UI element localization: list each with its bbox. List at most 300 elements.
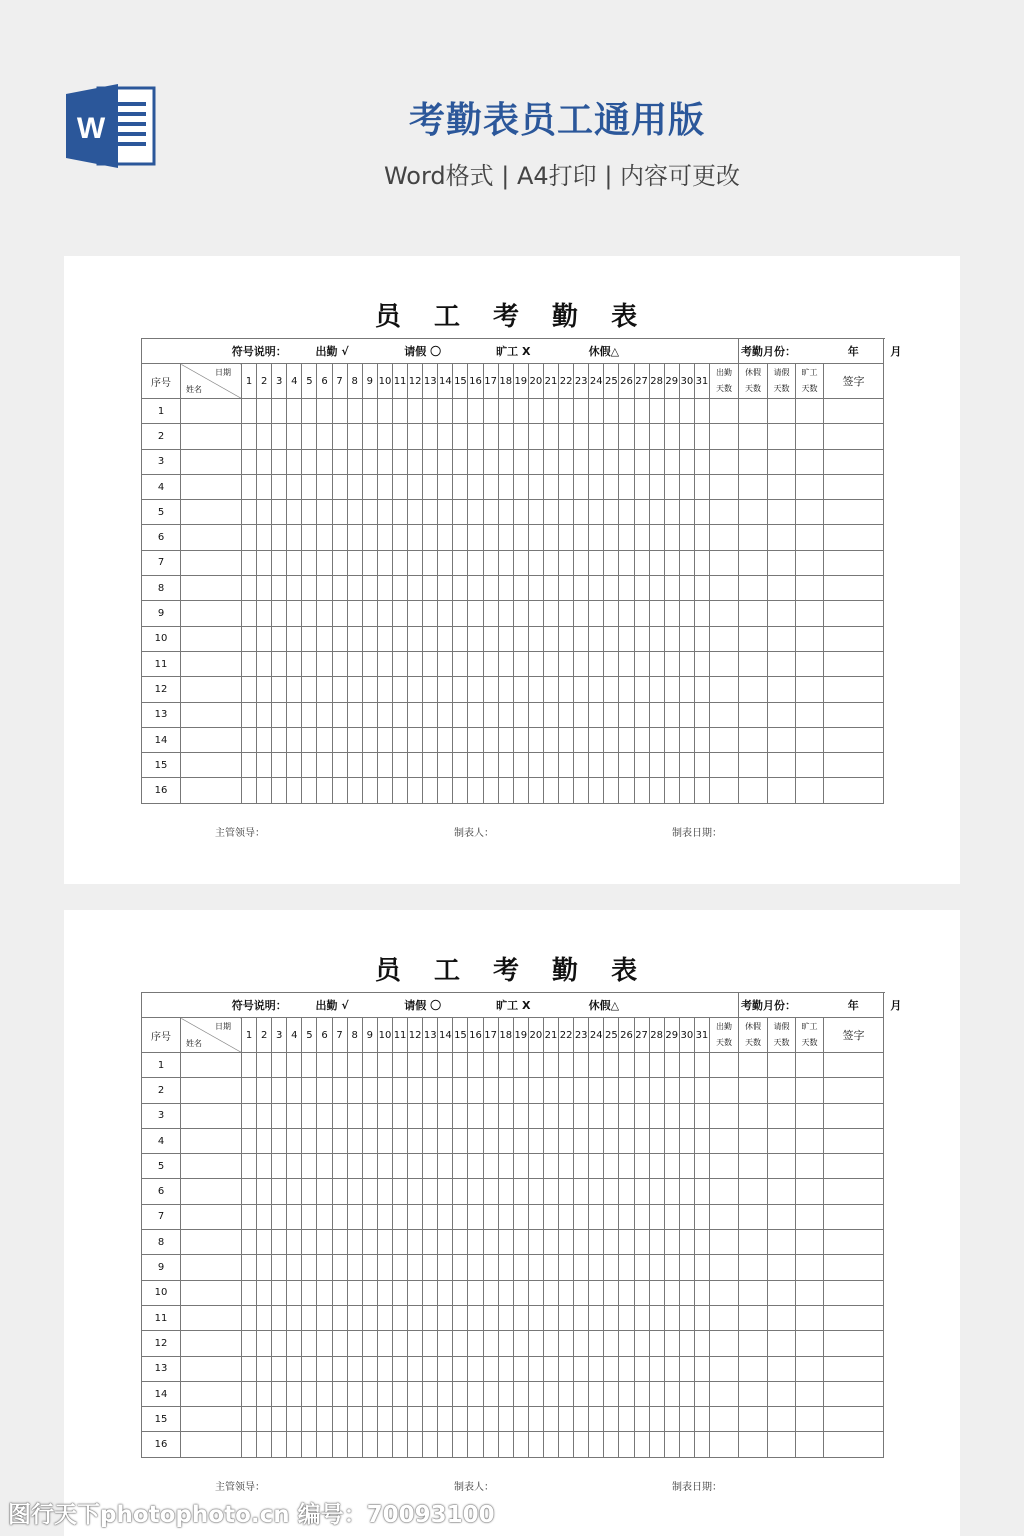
attendance-cell[interactable] xyxy=(589,778,604,803)
attendance-cell[interactable] xyxy=(181,1230,242,1255)
attendance-cell[interactable] xyxy=(242,424,257,449)
attendance-cell[interactable] xyxy=(242,1331,257,1356)
attendance-cell[interactable] xyxy=(739,1154,768,1179)
attendance-cell[interactable] xyxy=(634,677,649,702)
attendance-cell[interactable] xyxy=(332,1179,347,1204)
attendance-cell[interactable] xyxy=(242,677,257,702)
attendance-cell[interactable] xyxy=(272,677,287,702)
attendance-cell[interactable] xyxy=(574,1407,589,1432)
attendance-cell[interactable] xyxy=(824,1128,884,1153)
attendance-cell[interactable] xyxy=(739,1305,768,1330)
attendance-cell[interactable] xyxy=(272,1053,287,1078)
attendance-cell[interactable] xyxy=(302,626,317,651)
attendance-cell[interactable] xyxy=(528,525,543,550)
attendance-cell[interactable] xyxy=(649,1305,664,1330)
attendance-cell[interactable] xyxy=(513,1381,528,1406)
attendance-cell[interactable] xyxy=(242,601,257,626)
attendance-cell[interactable] xyxy=(619,399,634,424)
attendance-cell[interactable] xyxy=(824,1103,884,1128)
attendance-cell[interactable] xyxy=(649,1356,664,1381)
attendance-cell[interactable] xyxy=(468,1255,483,1280)
attendance-cell[interactable] xyxy=(709,576,738,601)
attendance-cell[interactable] xyxy=(423,1255,438,1280)
attendance-cell[interactable] xyxy=(317,1407,332,1432)
attendance-cell[interactable] xyxy=(287,1078,302,1103)
attendance-cell[interactable] xyxy=(483,1356,498,1381)
attendance-cell[interactable] xyxy=(664,601,679,626)
attendance-cell[interactable] xyxy=(468,1053,483,1078)
attendance-cell[interactable] xyxy=(317,1255,332,1280)
attendance-cell[interactable] xyxy=(543,677,558,702)
attendance-cell[interactable] xyxy=(664,1255,679,1280)
attendance-cell[interactable] xyxy=(619,1103,634,1128)
attendance-cell[interactable] xyxy=(664,1356,679,1381)
attendance-cell[interactable] xyxy=(796,1128,824,1153)
attendance-cell[interactable] xyxy=(332,1407,347,1432)
attendance-cell[interactable] xyxy=(408,1280,423,1305)
attendance-cell[interactable] xyxy=(824,550,884,575)
attendance-cell[interactable] xyxy=(664,1078,679,1103)
attendance-cell[interactable] xyxy=(513,753,528,778)
attendance-cell[interactable] xyxy=(242,1230,257,1255)
attendance-cell[interactable] xyxy=(589,1432,604,1457)
attendance-cell[interactable] xyxy=(242,1103,257,1128)
attendance-cell[interactable] xyxy=(242,449,257,474)
attendance-cell[interactable] xyxy=(242,576,257,601)
attendance-cell[interactable] xyxy=(664,1230,679,1255)
attendance-cell[interactable] xyxy=(453,1179,468,1204)
attendance-cell[interactable] xyxy=(453,1305,468,1330)
attendance-cell[interactable] xyxy=(453,1432,468,1457)
attendance-cell[interactable] xyxy=(377,1407,392,1432)
attendance-cell[interactable] xyxy=(796,1381,824,1406)
attendance-cell[interactable] xyxy=(287,727,302,752)
attendance-cell[interactable] xyxy=(649,651,664,676)
attendance-cell[interactable] xyxy=(423,1305,438,1330)
attendance-cell[interactable] xyxy=(438,702,453,727)
attendance-cell[interactable] xyxy=(242,727,257,752)
attendance-cell[interactable] xyxy=(498,1331,513,1356)
attendance-cell[interactable] xyxy=(768,500,796,525)
attendance-cell[interactable] xyxy=(574,1305,589,1330)
attendance-cell[interactable] xyxy=(679,1305,694,1330)
attendance-cell[interactable] xyxy=(287,1381,302,1406)
attendance-cell[interactable] xyxy=(498,1280,513,1305)
attendance-cell[interactable] xyxy=(679,677,694,702)
attendance-cell[interactable] xyxy=(589,550,604,575)
attendance-cell[interactable] xyxy=(739,1230,768,1255)
attendance-cell[interactable] xyxy=(317,1280,332,1305)
attendance-cell[interactable] xyxy=(679,727,694,752)
attendance-cell[interactable] xyxy=(679,500,694,525)
attendance-cell[interactable] xyxy=(649,702,664,727)
attendance-cell[interactable] xyxy=(619,1407,634,1432)
attendance-cell[interactable] xyxy=(559,1280,574,1305)
attendance-cell[interactable] xyxy=(498,1230,513,1255)
attendance-cell[interactable] xyxy=(574,1204,589,1229)
attendance-cell[interactable] xyxy=(347,550,362,575)
attendance-cell[interactable] xyxy=(824,399,884,424)
attendance-cell[interactable] xyxy=(709,1154,738,1179)
attendance-cell[interactable] xyxy=(377,576,392,601)
attendance-cell[interactable] xyxy=(362,474,377,499)
attendance-cell[interactable] xyxy=(423,1381,438,1406)
attendance-cell[interactable] xyxy=(768,651,796,676)
attendance-cell[interactable] xyxy=(768,550,796,575)
attendance-cell[interactable] xyxy=(664,424,679,449)
attendance-cell[interactable] xyxy=(393,1280,408,1305)
attendance-cell[interactable] xyxy=(347,753,362,778)
attendance-cell[interactable] xyxy=(664,1154,679,1179)
attendance-cell[interactable] xyxy=(559,1432,574,1457)
attendance-cell[interactable] xyxy=(317,474,332,499)
attendance-cell[interactable] xyxy=(619,1432,634,1457)
attendance-cell[interactable] xyxy=(242,1280,257,1305)
attendance-cell[interactable] xyxy=(543,1305,558,1330)
attendance-cell[interactable] xyxy=(694,1078,709,1103)
attendance-cell[interactable] xyxy=(619,1280,634,1305)
attendance-cell[interactable] xyxy=(362,601,377,626)
attendance-cell[interactable] xyxy=(589,702,604,727)
attendance-cell[interactable] xyxy=(679,1381,694,1406)
attendance-cell[interactable] xyxy=(559,753,574,778)
attendance-cell[interactable] xyxy=(453,1103,468,1128)
attendance-cell[interactable] xyxy=(619,449,634,474)
attendance-cell[interactable] xyxy=(739,1053,768,1078)
attendance-cell[interactable] xyxy=(483,1407,498,1432)
attendance-cell[interactable] xyxy=(739,1331,768,1356)
attendance-cell[interactable] xyxy=(559,626,574,651)
attendance-cell[interactable] xyxy=(408,702,423,727)
attendance-cell[interactable] xyxy=(679,1103,694,1128)
attendance-cell[interactable] xyxy=(408,1255,423,1280)
attendance-cell[interactable] xyxy=(242,778,257,803)
attendance-cell[interactable] xyxy=(498,1381,513,1406)
attendance-cell[interactable] xyxy=(619,500,634,525)
attendance-cell[interactable] xyxy=(694,677,709,702)
attendance-cell[interactable] xyxy=(302,449,317,474)
attendance-cell[interactable] xyxy=(181,449,242,474)
attendance-cell[interactable] xyxy=(287,474,302,499)
attendance-cell[interactable] xyxy=(408,626,423,651)
attendance-cell[interactable] xyxy=(679,550,694,575)
attendance-cell[interactable] xyxy=(543,651,558,676)
attendance-cell[interactable] xyxy=(649,1179,664,1204)
attendance-cell[interactable] xyxy=(513,778,528,803)
attendance-cell[interactable] xyxy=(242,525,257,550)
attendance-cell[interactable] xyxy=(709,1255,738,1280)
attendance-cell[interactable] xyxy=(287,424,302,449)
attendance-cell[interactable] xyxy=(559,1255,574,1280)
attendance-cell[interactable] xyxy=(468,651,483,676)
attendance-cell[interactable] xyxy=(408,449,423,474)
attendance-cell[interactable] xyxy=(423,399,438,424)
attendance-cell[interactable] xyxy=(709,677,738,702)
attendance-cell[interactable] xyxy=(468,576,483,601)
attendance-cell[interactable] xyxy=(362,778,377,803)
attendance-cell[interactable] xyxy=(272,1103,287,1128)
attendance-cell[interactable] xyxy=(393,1407,408,1432)
attendance-cell[interactable] xyxy=(528,550,543,575)
attendance-cell[interactable] xyxy=(242,1154,257,1179)
attendance-cell[interactable] xyxy=(824,727,884,752)
attendance-cell[interactable] xyxy=(498,525,513,550)
attendance-cell[interactable] xyxy=(768,399,796,424)
attendance-cell[interactable] xyxy=(181,601,242,626)
attendance-cell[interactable] xyxy=(347,677,362,702)
attendance-cell[interactable] xyxy=(468,1128,483,1153)
attendance-cell[interactable] xyxy=(483,1305,498,1330)
attendance-cell[interactable] xyxy=(679,1432,694,1457)
attendance-cell[interactable] xyxy=(362,1128,377,1153)
attendance-cell[interactable] xyxy=(423,1078,438,1103)
attendance-cell[interactable] xyxy=(438,449,453,474)
attendance-cell[interactable] xyxy=(513,626,528,651)
attendance-cell[interactable] xyxy=(604,1103,619,1128)
attendance-cell[interactable] xyxy=(438,1356,453,1381)
attendance-cell[interactable] xyxy=(739,1255,768,1280)
attendance-cell[interactable] xyxy=(332,1053,347,1078)
attendance-cell[interactable] xyxy=(664,1432,679,1457)
attendance-cell[interactable] xyxy=(679,1128,694,1153)
attendance-cell[interactable] xyxy=(589,753,604,778)
attendance-cell[interactable] xyxy=(393,1204,408,1229)
attendance-cell[interactable] xyxy=(619,576,634,601)
attendance-cell[interactable] xyxy=(317,1331,332,1356)
attendance-cell[interactable] xyxy=(438,677,453,702)
attendance-cell[interactable] xyxy=(559,727,574,752)
attendance-cell[interactable] xyxy=(453,424,468,449)
attendance-cell[interactable] xyxy=(438,651,453,676)
attendance-cell[interactable] xyxy=(181,778,242,803)
attendance-cell[interactable] xyxy=(287,1356,302,1381)
attendance-cell[interactable] xyxy=(257,424,272,449)
attendance-cell[interactable] xyxy=(317,1128,332,1153)
attendance-cell[interactable] xyxy=(634,1128,649,1153)
attendance-cell[interactable] xyxy=(377,449,392,474)
attendance-cell[interactable] xyxy=(634,1204,649,1229)
attendance-cell[interactable] xyxy=(242,1255,257,1280)
attendance-cell[interactable] xyxy=(559,601,574,626)
attendance-cell[interactable] xyxy=(513,474,528,499)
attendance-cell[interactable] xyxy=(393,626,408,651)
attendance-cell[interactable] xyxy=(468,753,483,778)
attendance-cell[interactable] xyxy=(423,1103,438,1128)
attendance-cell[interactable] xyxy=(438,753,453,778)
attendance-cell[interactable] xyxy=(559,1128,574,1153)
attendance-cell[interactable] xyxy=(796,1103,824,1128)
attendance-cell[interactable] xyxy=(619,1053,634,1078)
attendance-cell[interactable] xyxy=(604,1407,619,1432)
attendance-cell[interactable] xyxy=(513,1179,528,1204)
attendance-cell[interactable] xyxy=(181,1381,242,1406)
attendance-cell[interactable] xyxy=(634,525,649,550)
attendance-cell[interactable] xyxy=(679,1331,694,1356)
attendance-cell[interactable] xyxy=(257,1331,272,1356)
attendance-cell[interactable] xyxy=(347,525,362,550)
attendance-cell[interactable] xyxy=(649,727,664,752)
attendance-cell[interactable] xyxy=(589,1179,604,1204)
attendance-cell[interactable] xyxy=(824,525,884,550)
attendance-cell[interactable] xyxy=(483,677,498,702)
attendance-cell[interactable] xyxy=(317,1230,332,1255)
attendance-cell[interactable] xyxy=(559,1381,574,1406)
attendance-cell[interactable] xyxy=(679,702,694,727)
attendance-cell[interactable] xyxy=(498,1053,513,1078)
attendance-cell[interactable] xyxy=(332,753,347,778)
attendance-cell[interactable] xyxy=(559,1204,574,1229)
attendance-cell[interactable] xyxy=(498,474,513,499)
attendance-cell[interactable] xyxy=(528,727,543,752)
attendance-cell[interactable] xyxy=(347,1280,362,1305)
attendance-cell[interactable] xyxy=(649,1204,664,1229)
attendance-cell[interactable] xyxy=(302,1280,317,1305)
attendance-cell[interactable] xyxy=(559,1305,574,1330)
attendance-cell[interactable] xyxy=(377,1255,392,1280)
attendance-cell[interactable] xyxy=(408,1103,423,1128)
attendance-cell[interactable] xyxy=(649,1128,664,1153)
attendance-cell[interactable] xyxy=(393,399,408,424)
attendance-cell[interactable] xyxy=(634,550,649,575)
attendance-cell[interactable] xyxy=(513,1432,528,1457)
attendance-cell[interactable] xyxy=(528,576,543,601)
attendance-cell[interactable] xyxy=(362,1179,377,1204)
attendance-cell[interactable] xyxy=(634,399,649,424)
attendance-cell[interactable] xyxy=(543,1179,558,1204)
attendance-cell[interactable] xyxy=(709,1103,738,1128)
attendance-cell[interactable] xyxy=(377,753,392,778)
attendance-cell[interactable] xyxy=(453,399,468,424)
attendance-cell[interactable] xyxy=(498,626,513,651)
attendance-cell[interactable] xyxy=(468,449,483,474)
attendance-cell[interactable] xyxy=(287,449,302,474)
attendance-cell[interactable] xyxy=(574,677,589,702)
attendance-cell[interactable] xyxy=(604,1305,619,1330)
attendance-cell[interactable] xyxy=(796,1356,824,1381)
attendance-cell[interactable] xyxy=(257,677,272,702)
attendance-cell[interactable] xyxy=(468,1179,483,1204)
attendance-cell[interactable] xyxy=(574,727,589,752)
attendance-cell[interactable] xyxy=(483,500,498,525)
attendance-cell[interactable] xyxy=(242,702,257,727)
attendance-cell[interactable] xyxy=(347,576,362,601)
attendance-cell[interactable] xyxy=(377,1204,392,1229)
attendance-cell[interactable] xyxy=(393,601,408,626)
attendance-cell[interactable] xyxy=(332,601,347,626)
attendance-cell[interactable] xyxy=(796,449,824,474)
attendance-cell[interactable] xyxy=(679,1280,694,1305)
attendance-cell[interactable] xyxy=(408,1356,423,1381)
attendance-cell[interactable] xyxy=(768,525,796,550)
attendance-cell[interactable] xyxy=(423,424,438,449)
attendance-cell[interactable] xyxy=(824,1331,884,1356)
attendance-cell[interactable] xyxy=(528,1432,543,1457)
attendance-cell[interactable] xyxy=(317,778,332,803)
attendance-cell[interactable] xyxy=(347,1230,362,1255)
attendance-cell[interactable] xyxy=(634,1280,649,1305)
attendance-cell[interactable] xyxy=(362,525,377,550)
attendance-cell[interactable] xyxy=(181,727,242,752)
attendance-cell[interactable] xyxy=(438,500,453,525)
attendance-cell[interactable] xyxy=(393,550,408,575)
attendance-cell[interactable] xyxy=(347,500,362,525)
attendance-cell[interactable] xyxy=(332,550,347,575)
attendance-cell[interactable] xyxy=(423,1331,438,1356)
attendance-cell[interactable] xyxy=(438,601,453,626)
attendance-cell[interactable] xyxy=(619,474,634,499)
attendance-cell[interactable] xyxy=(543,727,558,752)
attendance-cell[interactable] xyxy=(332,1230,347,1255)
attendance-cell[interactable] xyxy=(332,778,347,803)
attendance-cell[interactable] xyxy=(649,550,664,575)
attendance-cell[interactable] xyxy=(377,1103,392,1128)
attendance-cell[interactable] xyxy=(739,1204,768,1229)
attendance-cell[interactable] xyxy=(649,753,664,778)
attendance-cell[interactable] xyxy=(694,1407,709,1432)
attendance-cell[interactable] xyxy=(468,1154,483,1179)
attendance-cell[interactable] xyxy=(528,1078,543,1103)
attendance-cell[interactable] xyxy=(287,778,302,803)
attendance-cell[interactable] xyxy=(272,1128,287,1153)
attendance-cell[interactable] xyxy=(242,1305,257,1330)
attendance-cell[interactable] xyxy=(453,1053,468,1078)
attendance-cell[interactable] xyxy=(543,1230,558,1255)
attendance-cell[interactable] xyxy=(408,1128,423,1153)
attendance-cell[interactable] xyxy=(362,753,377,778)
attendance-cell[interactable] xyxy=(574,1230,589,1255)
attendance-cell[interactable] xyxy=(709,474,738,499)
attendance-cell[interactable] xyxy=(393,1255,408,1280)
attendance-cell[interactable] xyxy=(423,1280,438,1305)
attendance-cell[interactable] xyxy=(543,550,558,575)
attendance-cell[interactable] xyxy=(302,1230,317,1255)
attendance-cell[interactable] xyxy=(739,677,768,702)
attendance-cell[interactable] xyxy=(393,1128,408,1153)
attendance-cell[interactable] xyxy=(574,1331,589,1356)
attendance-cell[interactable] xyxy=(302,550,317,575)
attendance-cell[interactable] xyxy=(347,727,362,752)
attendance-cell[interactable] xyxy=(694,1179,709,1204)
attendance-cell[interactable] xyxy=(393,1154,408,1179)
attendance-cell[interactable] xyxy=(574,449,589,474)
attendance-cell[interactable] xyxy=(242,1407,257,1432)
attendance-cell[interactable] xyxy=(513,449,528,474)
attendance-cell[interactable] xyxy=(347,601,362,626)
attendance-cell[interactable] xyxy=(287,1331,302,1356)
attendance-cell[interactable] xyxy=(824,753,884,778)
attendance-cell[interactable] xyxy=(559,424,574,449)
attendance-cell[interactable] xyxy=(483,1103,498,1128)
attendance-cell[interactable] xyxy=(423,1179,438,1204)
attendance-cell[interactable] xyxy=(604,576,619,601)
attendance-cell[interactable] xyxy=(408,500,423,525)
attendance-cell[interactable] xyxy=(438,778,453,803)
attendance-cell[interactable] xyxy=(362,449,377,474)
attendance-cell[interactable] xyxy=(513,1407,528,1432)
attendance-cell[interactable] xyxy=(664,550,679,575)
attendance-cell[interactable] xyxy=(423,778,438,803)
attendance-cell[interactable] xyxy=(796,677,824,702)
attendance-cell[interactable] xyxy=(317,424,332,449)
attendance-cell[interactable] xyxy=(824,1432,884,1457)
attendance-cell[interactable] xyxy=(694,500,709,525)
attendance-cell[interactable] xyxy=(257,1407,272,1432)
attendance-cell[interactable] xyxy=(694,1255,709,1280)
attendance-cell[interactable] xyxy=(709,1078,738,1103)
attendance-cell[interactable] xyxy=(574,626,589,651)
attendance-cell[interactable] xyxy=(302,651,317,676)
attendance-cell[interactable] xyxy=(528,474,543,499)
